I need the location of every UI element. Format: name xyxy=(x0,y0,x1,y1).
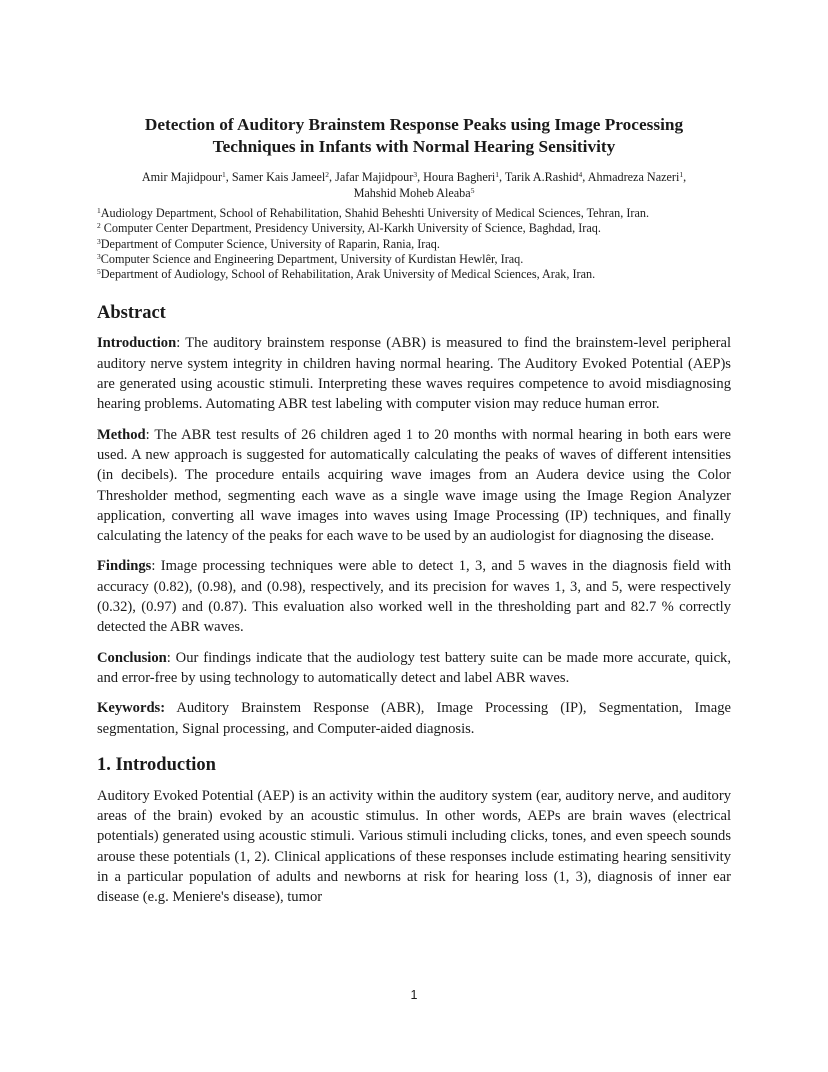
author: Amir Majidpour$^1$, xyxy=(141,170,232,184)
author: Samer Kais Jameel$^2$, xyxy=(231,170,336,184)
introduction-paragraph: Auditory Evoked Potential (AEP) is an activity within the auditory system (ear, auditory nerve, and auditory areas of the brain) evoked by an acoustic stimulus. In other words, AEPs are brain waves (electrical potentials) generated using acoustic stimuli. Various stimuli including clicks, tones, and even speech sounds arouse these potentials (1, 2). Clinical applications of these responses include estimating hearing sensitivity in a particular population of adults and newborns at risk for hearing loss (1, 3), diagnosis of inner ear disease (e.g. Meniere's disease), tumor xyxy=(97,787,731,906)
author: Mahshid Moheb Aleaba$^5$ xyxy=(353,186,475,200)
title-line-1: Detection of Auditory Brainstem Response Peaks using Image Processing xyxy=(144,115,684,134)
title-line-2: Techniques in Infants with Normal Hearing Sensitivity xyxy=(212,137,616,156)
introduction-heading: 1. Introduction xyxy=(97,754,216,775)
abstract-findings: Findings: Image processing techniques were able to detect 1, 3, and 5 waves in the diagnosis field with accuracy (0.82), (0.98), and (0.98), respectively, and its precision for waves 1, 3, and 5, were respectively (0.32), (0.97) and (0.87). This evaluation also worked well in the thresholding part and 82.7 % correctly detected the ABR waves. xyxy=(97,558,731,636)
author: Ahmadreza Nazeri$^1$, xyxy=(587,170,687,184)
abstract-method: Method: The ABR test results of 26 children aged 1 to 20 months with normal hearing in both ears were used. A new approach is suggested for automatically calculating the peaks of waves of different intensities (in decibels). The procedure entails acquiring wave images from an Audera device using the Color Thresholder method, segmenting each wave as a single wave image using the Image Region Analyzer application, converting all wave images into waves using Image Processing (IP) techniques, and finally calculating the latency of the peaks for each wave to be used by an audiologist for diagnosing the disease. xyxy=(97,426,731,545)
affiliation: $^5$Department of Audiology, School of Rehabilitation, Arak University of Medical Sciences, Arak, Iran. xyxy=(97,267,596,282)
abstract-conclusion: Conclusion: Our findings indicate that the audiology test battery suite can be made more accurate, quick, and error-free by using technology to automatically detect and label ABR waves. xyxy=(97,649,731,686)
affiliation: $^2$ Computer Center Department, Presidency University, Al-Karkh University of Science, Baghdad, Iraq. xyxy=(97,221,601,236)
affiliation: $^3$Department of Computer Science, University of Raparin, Rania, Iraq. xyxy=(97,236,440,251)
page-number: 1 xyxy=(410,988,418,1002)
author: Jafar Majidpour$^3$, xyxy=(335,170,424,184)
abstract-introduction: Introduction: The auditory brainstem response (ABR) is measured to find the brainstem-level peripheral auditory nerve system integrity in children having normal hearing. The Auditory Evoked Potential (AEP)s are generated using acoustic stimuli. Interpreting these waves requires competence to avoid misdiagnosing hearing problems. Automating ABR test labeling with computer vision may reduce human error. xyxy=(97,335,731,413)
affiliation: $^1$Audiology Department, School of Rehabilitation, Shahid Beheshti University of Medical Sciences, Tehran, Iran. xyxy=(97,206,650,220)
keywords: Keywords: Auditory Brainstem Response (ABR), Image Processing (IP), Segmentation, Image segmentation, Signal processing, and Computer-aided diagnosis. xyxy=(97,700,731,737)
abstract-heading: Abstract xyxy=(97,303,166,324)
author-list xyxy=(97,169,731,201)
affiliation: $^3$Computer Science and Engineering Department, University of Kurdistan Hewlêr, Iraq. xyxy=(97,251,524,266)
paper-page xyxy=(97,114,731,908)
author: Houra Bagheri$^1$, xyxy=(423,170,505,184)
paper-title xyxy=(97,114,731,158)
affiliation-list xyxy=(97,206,731,282)
author: Tarik A.Rashid$^4$, xyxy=(504,170,588,184)
